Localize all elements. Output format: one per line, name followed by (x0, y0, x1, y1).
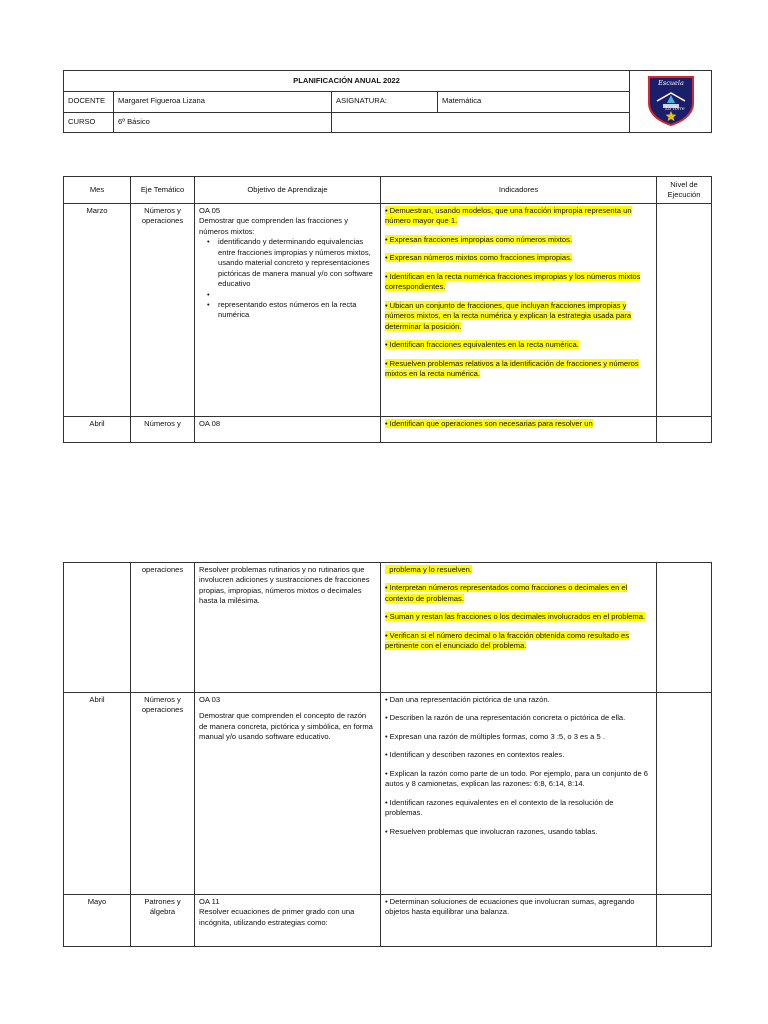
objective-cell (195, 693, 381, 895)
table-row (64, 563, 712, 693)
objective-text: Demostrar que comprenden el concepto de razón de manera concreta, pictórica y simbólica, en forma manual y/o usando software educativo. (199, 711, 373, 742)
plan-table-1 (63, 176, 712, 443)
indicator-item: • Identifican fracciones equivalentes en la recta numérica. (385, 340, 579, 350)
col-header-nivel: Nivel de Ejecución (657, 177, 712, 204)
curso-label: CURSO (64, 112, 114, 133)
objective-bullet: • identificando y determinando equivalencias entre fracciones impropias y números mixtos, usando material concreto y representaciones pictóricas de manera manual y/o con software educativo (211, 237, 376, 289)
objective-cell: OA 08 (195, 417, 381, 443)
indicator-item: • Ubican un conjunto de fracciones, que incluyan fracciones impropias y números mixtos, en la recta numérica y explican la estrategia usada para determinar la posición. (385, 300, 632, 331)
table-row (64, 204, 712, 417)
objective-cell (195, 895, 381, 947)
indicator-item: • Demuestran, usando modelos, que una fracción impropia representa un número mayor que 1. (385, 206, 632, 226)
nivel-cell (657, 693, 712, 895)
nivel-cell (657, 204, 712, 417)
indicator-item: • Resuelven problemas que involucran razones, usando tablas. (385, 826, 598, 836)
plan-table-2 (63, 562, 712, 947)
nivel-cell (657, 895, 712, 947)
eje-cell: Números y (131, 417, 195, 443)
table-row (64, 417, 712, 443)
curso-empty-cell (332, 112, 630, 133)
nivel-cell (657, 417, 712, 443)
indicators-cell: • Determinan soluciones de ecuaciones que involucran sumas, agregando objetos hasta equilibrar una balanza. (381, 895, 657, 947)
curso-value: 6º Básico (114, 112, 332, 133)
indicators-cell (381, 693, 657, 895)
school-logo (630, 71, 712, 133)
indicator-item: • Dan una representación pictórica de una razón. (385, 695, 550, 704)
docente-label: DOCENTE (64, 91, 114, 112)
col-header-eje: Eje Temático (131, 177, 195, 204)
table-row (64, 895, 712, 947)
col-header-indicadores: Indicadores (381, 177, 657, 204)
asignatura-label: ASIGNATURA: (332, 91, 438, 112)
indicator-item: • Expresan una razón de múltiples formas, como 3 :5, o 3 es a 5 . (385, 731, 605, 741)
nivel-cell (657, 563, 712, 693)
month-cell: Abril (64, 417, 131, 443)
svg-text:Escuela: Escuela (657, 79, 684, 87)
col-header-objetivo: Objetivo de Aprendizaje (195, 177, 381, 204)
indicator-item: • Interpretan números representados como fracciones o decimales en el contexto de problemas. (385, 583, 628, 603)
indicator-item: • Expresan números mixtos como fracciones impropias. (385, 253, 572, 263)
eje-cell: Números y operaciones (131, 204, 195, 417)
indicator-item: • Verifican si el número decimal o la fracción obtenida como resultado es pertinente con el enunciado del problema. (385, 630, 630, 651)
objective-text: Resolver ecuaciones de primer grado con una incógnita, utilizando estrategias como: (199, 907, 355, 927)
objective-intro: Demostrar que comprenden las fracciones y números mixtos: (199, 216, 348, 236)
indicator-item: problema y lo resuelven. (385, 565, 652, 575)
oa-code: OA 03 (199, 695, 221, 704)
indicator-item: • Identifican razones equivalentes en el contexto de la resolución de problemas. (385, 797, 614, 818)
school-crest-icon (641, 73, 701, 127)
docente-value: Margaret Figueroa Lizana (114, 91, 332, 112)
indicator-item: • Identifican y describen razones en contextos reales. (385, 750, 565, 760)
table-row (64, 693, 712, 895)
month-cell (64, 563, 131, 693)
indicators-cell: • Identifican que operaciones son necesarias para resolver un (381, 417, 657, 443)
objective-cell (195, 204, 381, 417)
indicator-item: • Suman y restan las fracciones o los decimales involucrados en el problema. (385, 612, 646, 622)
objective-bullet: • representando estos números en la recta numérica (211, 300, 376, 321)
month-cell: Marzo (64, 204, 131, 417)
indicator-item: • Identifican en la recta numérica fracciones impropias y los números mixtos correspondientes. (385, 271, 641, 292)
svg-text:La Torre: La Torre (664, 107, 685, 112)
plan-title: PLANIFICACIÓN ANUAL 2022 (64, 71, 630, 92)
eje-cell: Números y operaciones (131, 693, 195, 895)
eje-cell: Patrones y álgebra (131, 895, 195, 947)
month-cell: Mayo (64, 895, 131, 947)
indicator-item: • Resuelven problemas relativos a la identificación de fracciones y números mixtos en la recta numérica. (385, 358, 639, 379)
indicators-cell (381, 563, 657, 693)
month-cell: Abril (64, 693, 131, 895)
asignatura-value: Matemática (438, 91, 630, 112)
header-table (63, 70, 712, 133)
indicators-cell (381, 204, 657, 417)
indicator-item: • Explican la razón como parte de un todo. Por ejemplo, para un conjunto de 6 autos y 8 camionetas, explican las razones: 6:8, 6:14, 8:14. (385, 768, 649, 789)
oa-code: OA 11 (199, 897, 220, 906)
oa-code: OA 05 (199, 206, 221, 215)
objective-cell: Resolver problemas rutinarios y no rutinarios que involucren adiciones y sustracciones de fracciones propias, impropias, números mixtos o decimales hasta la milésima. (195, 563, 381, 693)
indicator-item: • Describen la razón de una representación concreta o pictórica de ella. (385, 713, 626, 723)
eje-cell: operaciones (131, 563, 195, 693)
col-header-mes: Mes (64, 177, 131, 204)
indicator-item: • Expresan fracciones impropias como números mixtos. (385, 234, 572, 244)
